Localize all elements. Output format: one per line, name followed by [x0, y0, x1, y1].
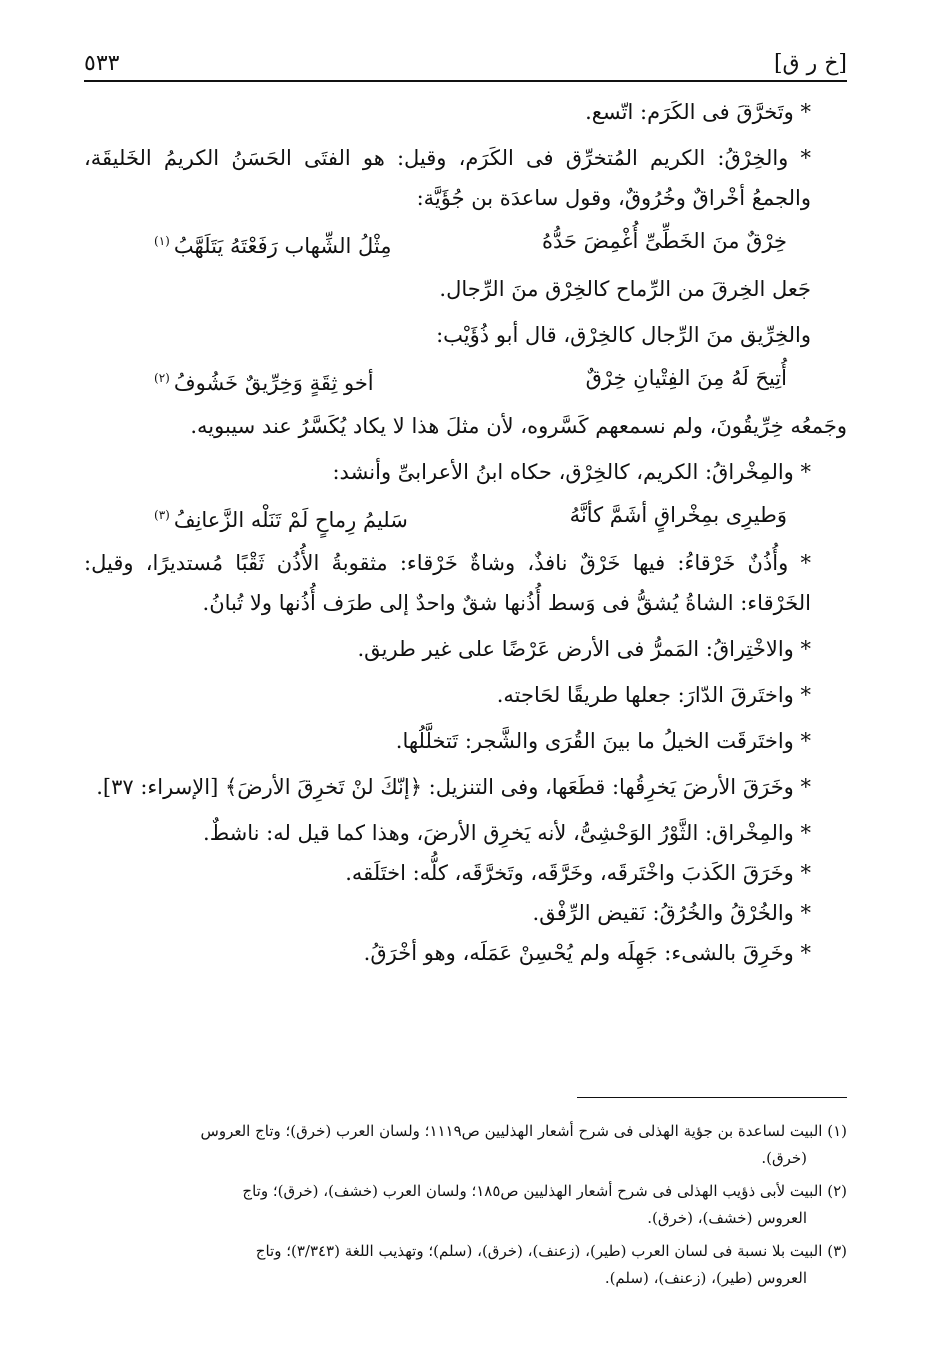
- page-header: [84, 40, 847, 76]
- footnote-1-continuation: (خرق).: [761, 1149, 807, 1167]
- footnote-2-number: (٢): [827, 1182, 847, 1200]
- footnote-1-text: البيت لساعدة بن جؤية الهذلى فى شرح أشعار الهذليين ص١١١٩؛ ولسان العرب (خرق)؛ وتاج العروس: [200, 1122, 823, 1140]
- footnote-3-continuation: العروس (طير)، (زعنف)، (سلم).: [604, 1269, 807, 1287]
- entry-khariqa: * وخَرِقَ بالشىء: جَهِلَه ولم يُحْسِنْ عَمَلَه، وهو أخْرَقُ.: [363, 941, 811, 965]
- verse-2: [84, 357, 847, 404]
- footnotes: [84, 1118, 847, 1298]
- entry-khirq-rimah: جَعل الخِرقَ من الرِّماح كالخِرْق منَ الرِّجال.: [439, 277, 811, 301]
- footnote-ref-3: (٣): [154, 508, 170, 522]
- verse-2-second-hemistich: أخو ثِقَةٍ وَخِرِّيقٌ خَشُوفُ$^{(٢)}$: [154, 371, 374, 395]
- footnote-divider: [577, 1097, 847, 1098]
- verse-1-second-hemistich: مِثْلُ الشِّهاب رَفَعْتَهُ يَتَلَهَّبُ$^{(١)}$: [154, 234, 392, 258]
- footnote-3-number: (٣): [827, 1242, 847, 1260]
- footnote-2: [84, 1178, 847, 1232]
- footnote-3: [84, 1238, 847, 1292]
- footnote-3-text: البيت بلا نسبة فى لسان العرب (طير)، (زعنف)، (خرق)، (سلم)؛ وتهذيب اللغة (٣/٣٤٣)؛ وتاج: [255, 1242, 823, 1260]
- entry-mikhraq: * والمِخْراقُ: الكريم، كالخِرْق، حكاه ابنُ الأعرابىِّ وأنشد:: [332, 460, 811, 484]
- verse-1-first-hemistich: خِرْقٌ منَ الخَطِّىِّ أُغْمِضَ حَدُّهُ: [541, 229, 787, 253]
- entry-khirriqun: وجَمعُه خِرِّيقُونَ، ولم نسمعهم كَسَّروه، لأن مثلَ هذا لا يكاد يُكَسَّرُ عند سيبويه.: [190, 414, 847, 438]
- verse-3-first-hemistich: وَطيرِى بمِخْراقٍ أشَمَّ كأنَّهُ: [569, 503, 787, 527]
- footnote-2-text: البيت لأبى ذؤيب الهذلى فى شرح أشعار الهذليين ص١٨٥؛ ولسان العرب (خشف)، (خرق)؛ وتاج: [242, 1182, 823, 1200]
- verse-1: [84, 220, 847, 267]
- footnote-1: [84, 1118, 847, 1172]
- page-number: ٥٣٣: [84, 51, 120, 76]
- footnote-2-continuation: العروس (خشف)، (خرق).: [647, 1209, 807, 1227]
- entry-khirriq: والخِرِّيق منَ الرِّجال كالخِرْق، قال أبو ذُؤَيْب:: [436, 323, 811, 347]
- entry-body: [84, 92, 847, 973]
- entry-takharraqa: * وتَخرَّقَ فى الكَرَم: اتّسع.: [585, 100, 811, 124]
- entry-mikhraq-thawr: * والمِخْراق: الثَّوْرُ الوَحْشِىُّ، لأنه يَخرِق الأرضَ، وهذا كما قيل له: ناشطٌ.: [203, 821, 811, 845]
- footnote-ref-2: (٢): [154, 371, 170, 385]
- header-divider: [84, 80, 847, 82]
- footnote-1-number: (١): [827, 1122, 847, 1140]
- entry-khirq: * والخِرْقُ: الكريم المُتخرِّق فى الكَرَم، وقيل: هو الفتَى الحَسَنُ الكريمُ الخَليقَة، والجمعُ أخْراقٌ وخُرُوقٌ، وقول ساعدَة بن جُؤَيَّة:: [84, 146, 811, 210]
- entry-kharaqa-ard: * وخَرَقَ الأرضَ يَخرِقُها: قطَعَها، وفى التنزيل: ﴿إنّكَ لنْ تَخرِقَ الأرضَ﴾ [الإسراء: ٣٧].: [96, 775, 811, 799]
- footnote-ref-1: (١): [154, 234, 170, 248]
- entry-ikhtaraqa-dar: * واختَرقَ الدّارَ: جعلها طريقًا لحَاجته.: [496, 683, 811, 707]
- entry-ikhtiraq: * والاخْتِراقُ: المَمرُّ فى الأرض عَرْضًا على غير طريق.: [357, 637, 811, 661]
- verse-3: [84, 494, 847, 541]
- verse-2-first-hemistich: أُتِيحَ لَهُ مِنَ الفِتْيانِ خِرْقٌ: [585, 366, 787, 390]
- root-heading: [خ ر ق]: [773, 51, 847, 76]
- entry-khurq: * والخُرْقُ والخُرُقُ: نَقيض الرِّفْق.: [532, 901, 811, 925]
- entry-kharqa: * وأُذُنٌ خَرْقاءُ: فيها خَرْقٌ نافذٌ، وشاةٌ خَرْقاء: مثقوبةُ الأُذُن ثَقْبًا مُستديرًا، وقيل: الخَرْقاء: الشاةُ يُشقُّ فى وَسط أُذُنها شقٌ واحدٌ إلى طرَف أُذُنها ولا تُبانُ.: [84, 551, 811, 615]
- verse-3-second-hemistich: سَليمُ رِماحٍ لَمْ تَنَلْه الزَّعانِفُ$^{(٣)}$: [154, 508, 408, 532]
- entry-kharaqa-kadhib: * وخَرَقَ الكَذبَ واخْتَرقَه، وخَرَّقَه، وتَخرَّقَه، كلُّه: اختَلَقه.: [345, 861, 811, 885]
- entry-ikhtaraqat-khayl: * واختَرقَت الخيلُ ما بينَ القُرَى والشَّجر: تَتخلَّلُها.: [395, 729, 811, 753]
